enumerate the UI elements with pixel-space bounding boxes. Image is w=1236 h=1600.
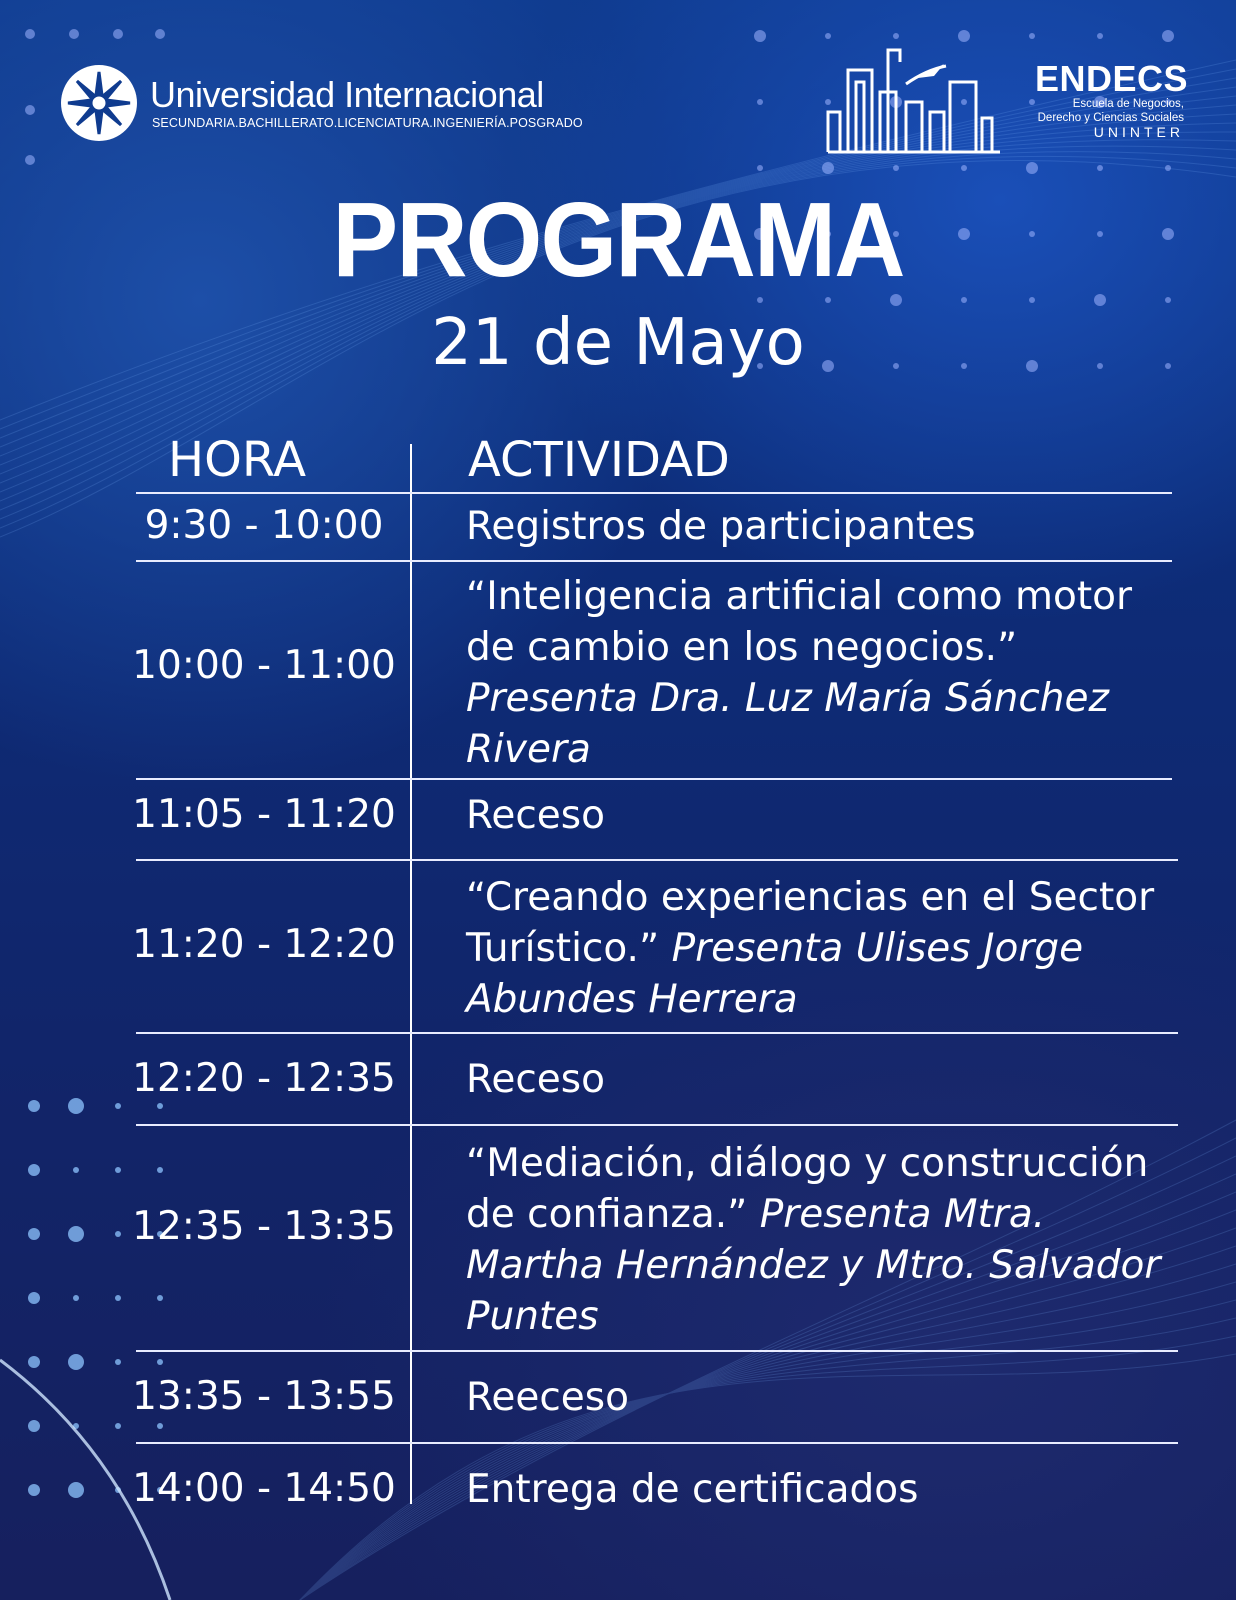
- activity-presenter: Presenta Ulises Jorge Abundes Herrera: [466, 926, 1084, 1022]
- activity-text: Receso: [466, 793, 605, 838]
- row-divider: [136, 492, 1172, 494]
- activity-text: “Mediación, diálogo y construcción de confianza.”: [466, 1141, 1149, 1237]
- activity-text: “Inteligencia artificial como motor de cambio en los negocios.”: [466, 574, 1133, 670]
- row-time: 12:20 - 12:35: [132, 1056, 396, 1101]
- event-date: 21 de Mayo: [431, 306, 805, 380]
- activity-text: Receso: [466, 1057, 605, 1102]
- row-activity: [466, 571, 1166, 775]
- row-activity: [466, 1138, 1191, 1342]
- row-divider: [136, 778, 1172, 780]
- endecs-subtitle-3: UNINTER: [1093, 124, 1184, 140]
- row-divider: [136, 560, 1172, 562]
- row-activity: [466, 1372, 1186, 1423]
- row-time: 11:20 - 12:20: [132, 922, 396, 967]
- row-activity: [466, 1054, 1186, 1105]
- university-name: Universidad Internacional: [150, 74, 544, 115]
- row-activity: [466, 790, 1186, 841]
- endecs-subtitle-2: Derecho y Ciencias Sociales: [1037, 112, 1184, 124]
- row-time: 13:35 - 13:55: [132, 1374, 396, 1419]
- activity-presenter: Presenta Dra. Luz María Sánchez Rivera: [466, 676, 1109, 772]
- column-header-hora: HORA: [168, 432, 307, 488]
- row-time: 9:30 - 10:00: [144, 503, 384, 548]
- row-divider: [136, 1032, 1178, 1034]
- row-activity: [466, 872, 1176, 1025]
- column-header-actividad: ACTIVIDAD: [468, 432, 730, 488]
- row-activity: [466, 1464, 1186, 1515]
- row-time: 12:35 - 13:35: [132, 1204, 396, 1249]
- university-logo-icon: [60, 64, 138, 142]
- endecs-subtitle-1: Escuela de Negocios,: [1072, 98, 1184, 110]
- page-title: PROGRAMA: [332, 181, 904, 299]
- activity-presenter: Presenta Mtra. Martha Hernández y Mtro. Salvador Puntes: [466, 1192, 1161, 1339]
- row-time: 14:00 - 14:50: [132, 1466, 396, 1511]
- endecs-skyline-logo-icon: [826, 42, 1002, 154]
- row-time: 11:05 - 11:20: [132, 792, 396, 837]
- activity-text: “Creando experiencias en el Sector Turístico.”: [466, 875, 1155, 971]
- row-divider: [136, 1124, 1178, 1126]
- activity-text: Registros de participantes: [466, 504, 976, 549]
- row-divider: [136, 1442, 1178, 1444]
- row-divider: [136, 1350, 1178, 1352]
- endecs-name: ENDECS: [1035, 58, 1189, 99]
- activity-text: Entrega de certificados: [466, 1467, 919, 1512]
- row-time: 10:00 - 11:00: [132, 643, 396, 688]
- university-tagline: SECUNDARIA.BACHILLERATO.LICENCIATURA.INGENIERÍA.POSGRADO: [152, 116, 583, 130]
- row-activity: [466, 501, 1186, 552]
- row-divider: [136, 859, 1178, 861]
- column-divider: [410, 444, 412, 1504]
- activity-text: Reeceso: [466, 1375, 629, 1420]
